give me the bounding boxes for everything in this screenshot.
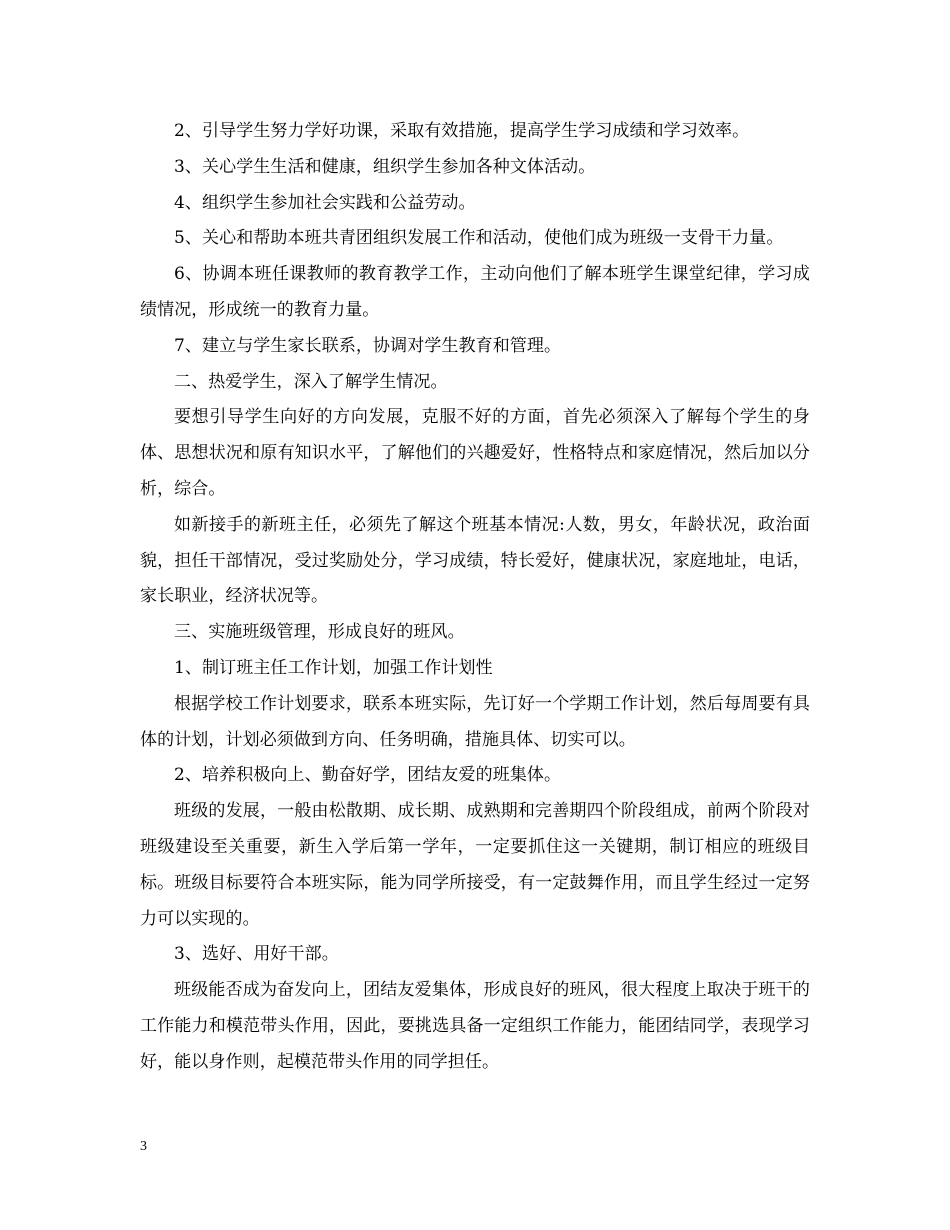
paragraph-10: 班级的发展，一般由松散期、成长期、成熟期和完善期四个阶段组成，前两个阶段对班级建设至关重要，新生入学后第一学年，一定要抓住这一关键期，制订相应的班级目标。班级目标要符合本班实际，能为同学所接受，有一定鼓舞作用，而且学生经过一定努力可以实现的。 (140, 801, 810, 929)
subheading-2: 2、培养积极向上、勤奋好学，团结友爱的班集体。 (174, 765, 562, 786)
paragraph-1: 2、引导学生努力学好功课，采取有效措施，提高学生学习成绩和学习效率。 (174, 121, 750, 141)
paragraph-6: 7、建立与学生家长联系，协调对学生教育和管理。 (174, 335, 562, 356)
paragraph-8: 如新接手的新班主任，必须先了解这个班基本情况:人数，男女，年龄状况，政治面貌，担任干部情况，受过奖励处分，学习成绩，特长爱好，健康状况，家庭地址，电话，家长职业，经济状况等。 (140, 514, 810, 607)
paragraph-7: 要想引导学生向好的方向发展，克服不好的方面，首先必须深入了解每个学生的身体、思想状况和原有知识水平，了解他们的兴趣爱好，性格特点和家庭情况，然后加以分析，综合。 (140, 407, 810, 499)
subheading-1: 1、制订班主任工作计划，加强工作计划性 (174, 657, 493, 678)
subheading-3: 3、选好、用好干部。 (174, 944, 339, 965)
section-heading-2: 二、热爱学生，深入了解学生情况。 (174, 371, 448, 392)
paragraph-2: 3、关心学生生活和健康，组织学生参加各种文体活动。 (174, 156, 596, 177)
paragraph-3: 4、组织学生参加社会实践和公益劳动。 (174, 192, 476, 213)
page-body (140, 114, 810, 1081)
page-number: 3 (140, 1139, 147, 1154)
paragraph-9: 根据学校工作计划要求，联系本班实际，先订好一个学期工作计划，然后每周要有具体的计划，计划必须做到方向、任务明确，措施具体、切实可以。 (140, 693, 810, 750)
section-heading-3: 三、实施班级管理，形成良好的班风。 (174, 622, 465, 643)
paragraph-5: 6、协调本班任课教师的教育教学工作，主动向他们了解本班学生课堂纪律，学习成绩情况，形成统一的教育力量。 (140, 264, 810, 320)
paragraph-4: 5、关心和帮助本班共青团组织发展工作和活动，使他们成为班级一支骨干力量。 (174, 228, 784, 249)
paragraph-11: 班级能否成为奋发向上，团结友爱集体，形成良好的班风，很大程度上取决于班干的工作能力和模范带头作用，因此，要挑选具备一定组织工作能力，能团结同学，表现学习好，能以身作则，起模范带头作用的同学担任。 (140, 980, 810, 1072)
